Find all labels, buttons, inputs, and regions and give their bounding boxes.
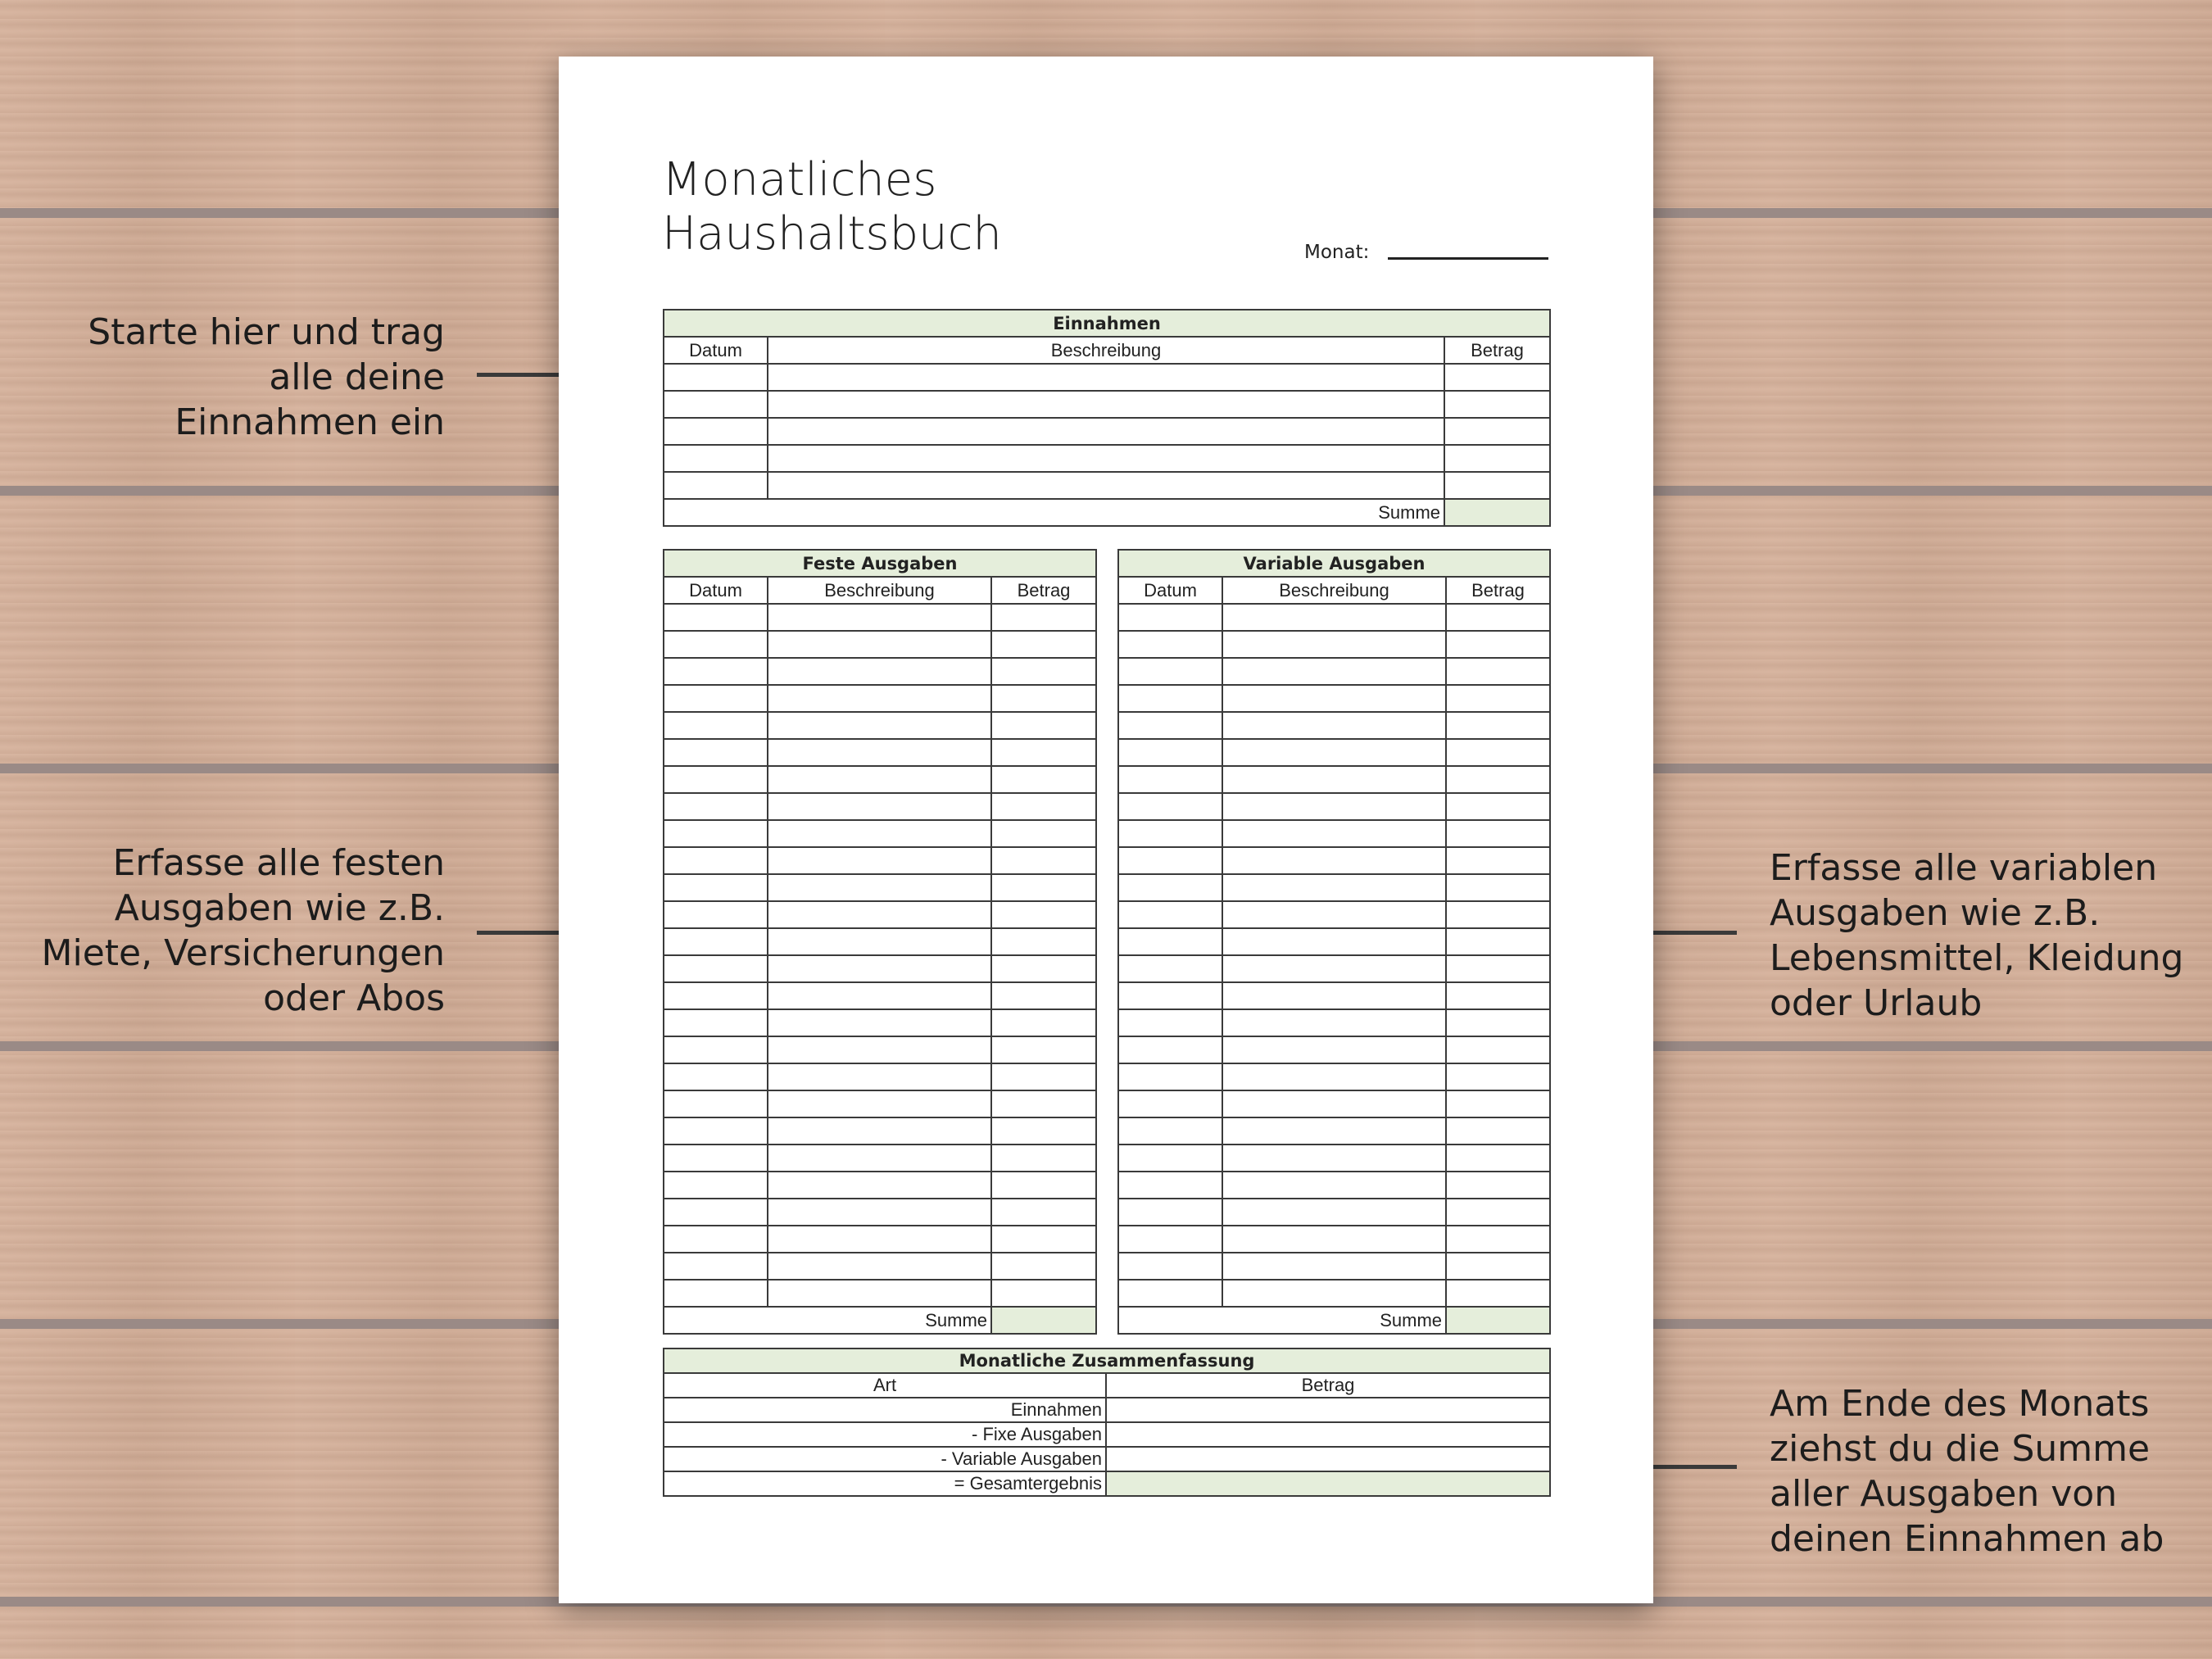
- table-row: [1118, 1145, 1550, 1172]
- date-cell[interactable]: [664, 1226, 768, 1253]
- table-row: [1118, 766, 1550, 793]
- description-cell[interactable]: [1222, 1145, 1446, 1172]
- variable-expenses-table: [1117, 549, 1551, 1335]
- date-cell[interactable]: [1118, 847, 1222, 874]
- description-cell[interactable]: [768, 1226, 991, 1253]
- amount-cell[interactable]: [991, 928, 1096, 955]
- sum-row: [1118, 1307, 1550, 1334]
- date-cell[interactable]: [1118, 1226, 1222, 1253]
- amount-cell[interactable]: [1446, 955, 1550, 982]
- amount-cell[interactable]: [1446, 793, 1550, 820]
- table-row: [664, 1199, 1096, 1226]
- amount-cell[interactable]: [1446, 1226, 1550, 1253]
- table-row: [664, 982, 1096, 1009]
- description-cell[interactable]: [1222, 1090, 1446, 1117]
- date-cell[interactable]: [1118, 1063, 1222, 1090]
- description-cell[interactable]: [1222, 1117, 1446, 1145]
- description-cell[interactable]: [768, 391, 1444, 418]
- date-cell[interactable]: [1118, 1280, 1222, 1307]
- table-row: [664, 928, 1096, 955]
- date-cell[interactable]: [664, 928, 768, 955]
- table-row: [664, 1253, 1096, 1280]
- table-row: [664, 391, 1550, 418]
- table-row: [664, 1036, 1096, 1063]
- table-row: [1118, 820, 1550, 847]
- col-header-description: Beschreibung: [768, 337, 1444, 364]
- description-cell[interactable]: [1222, 793, 1446, 820]
- sum-value-cell[interactable]: [1444, 499, 1550, 526]
- description-cell[interactable]: [768, 1090, 991, 1117]
- description-cell[interactable]: [768, 445, 1444, 472]
- table-row: [1118, 1009, 1550, 1036]
- description-cell[interactable]: [768, 685, 991, 712]
- table-row: [1118, 1226, 1550, 1253]
- table-row: [664, 1172, 1096, 1199]
- table-row: [664, 1009, 1096, 1036]
- description-cell[interactable]: [768, 928, 991, 955]
- amount-cell[interactable]: [1444, 364, 1550, 391]
- date-cell[interactable]: [664, 793, 768, 820]
- amount-cell[interactable]: [991, 1063, 1096, 1090]
- sum-label: Summe: [664, 1307, 991, 1334]
- fixed-expenses-table: [663, 549, 1097, 1335]
- date-cell[interactable]: [664, 472, 768, 499]
- table-row: [1118, 658, 1550, 685]
- description-cell[interactable]: [768, 766, 991, 793]
- date-cell[interactable]: [664, 604, 768, 631]
- date-cell[interactable]: [664, 901, 768, 928]
- description-cell[interactable]: [1222, 847, 1446, 874]
- date-cell[interactable]: [664, 1036, 768, 1063]
- amount-cell[interactable]: [1446, 658, 1550, 685]
- amount-cell[interactable]: [1446, 1036, 1550, 1063]
- date-cell[interactable]: [1118, 1145, 1222, 1172]
- col-header-type: Art: [664, 1373, 1106, 1398]
- fixed-table-title: Feste Ausgaben: [664, 550, 1096, 577]
- amount-cell[interactable]: [1446, 820, 1550, 847]
- amount-cell[interactable]: [1446, 901, 1550, 928]
- annotation-fixed-expenses: Erfasse alle festen Ausgaben wie z.B. Miete, Versicherungen oder Abos: [41, 842, 445, 1019]
- description-cell[interactable]: [768, 604, 991, 631]
- table-row: [1118, 1172, 1550, 1199]
- amount-cell[interactable]: [1446, 1090, 1550, 1117]
- date-cell[interactable]: [1118, 685, 1222, 712]
- date-cell[interactable]: [1118, 901, 1222, 928]
- amount-cell[interactable]: [991, 793, 1096, 820]
- table-row: [1118, 685, 1550, 712]
- amount-cell[interactable]: [991, 820, 1096, 847]
- amount-cell[interactable]: [1446, 847, 1550, 874]
- date-cell[interactable]: [664, 1063, 768, 1090]
- amount-cell[interactable]: [991, 685, 1096, 712]
- amount-cell[interactable]: [991, 658, 1096, 685]
- date-cell[interactable]: [664, 712, 768, 739]
- table-row: [1118, 982, 1550, 1009]
- amount-cell[interactable]: [1446, 712, 1550, 739]
- description-cell[interactable]: [1222, 982, 1446, 1009]
- date-cell[interactable]: [1118, 928, 1222, 955]
- table-row: [1118, 847, 1550, 874]
- description-cell[interactable]: [768, 955, 991, 982]
- income-table-title: Einnahmen: [664, 310, 1550, 337]
- summary-row-fixed: [664, 1422, 1550, 1447]
- amount-cell[interactable]: [1446, 874, 1550, 901]
- month-input-line[interactable]: [1388, 257, 1548, 260]
- amount-cell[interactable]: [1446, 1063, 1550, 1090]
- table-row: [664, 847, 1096, 874]
- amount-cell[interactable]: [1446, 739, 1550, 766]
- amount-cell[interactable]: [991, 955, 1096, 982]
- sum-label: Summe: [1118, 1307, 1446, 1334]
- date-cell[interactable]: [664, 631, 768, 658]
- date-cell[interactable]: [664, 739, 768, 766]
- amount-cell[interactable]: [1444, 418, 1550, 445]
- col-header-amount: Betrag: [1446, 577, 1550, 604]
- description-cell[interactable]: [1222, 685, 1446, 712]
- description-cell[interactable]: [768, 820, 991, 847]
- description-cell[interactable]: [768, 874, 991, 901]
- amount-cell[interactable]: [991, 631, 1096, 658]
- summary-value-income[interactable]: [1106, 1398, 1550, 1422]
- table-row: [1118, 712, 1550, 739]
- amount-cell[interactable]: [1446, 1009, 1550, 1036]
- table-row: [1118, 928, 1550, 955]
- amount-cell[interactable]: [1446, 1172, 1550, 1199]
- description-cell[interactable]: [1222, 820, 1446, 847]
- table-row: [664, 445, 1550, 472]
- table-row: [664, 631, 1096, 658]
- budget-sheet: [559, 57, 1653, 1603]
- col-header-amount: Betrag: [1106, 1373, 1550, 1398]
- table-row: [664, 874, 1096, 901]
- amount-cell[interactable]: [1444, 472, 1550, 499]
- description-cell[interactable]: [768, 1280, 991, 1307]
- description-cell[interactable]: [768, 1009, 991, 1036]
- description-cell[interactable]: [1222, 604, 1446, 631]
- amount-cell[interactable]: [991, 1280, 1096, 1307]
- description-cell[interactable]: [1222, 928, 1446, 955]
- description-cell[interactable]: [768, 793, 991, 820]
- description-cell[interactable]: [1222, 1253, 1446, 1280]
- table-row: [1118, 1199, 1550, 1226]
- table-row: [1118, 955, 1550, 982]
- description-cell[interactable]: [1222, 1036, 1446, 1063]
- description-cell[interactable]: [768, 1172, 991, 1199]
- amount-cell[interactable]: [991, 874, 1096, 901]
- date-cell[interactable]: [1118, 631, 1222, 658]
- summary-value-variable[interactable]: [1106, 1447, 1550, 1471]
- table-row: [1118, 1280, 1550, 1307]
- amount-cell[interactable]: [1446, 928, 1550, 955]
- date-cell[interactable]: [1118, 712, 1222, 739]
- amount-cell[interactable]: [991, 1199, 1096, 1226]
- table-row: [1118, 1117, 1550, 1145]
- table-row: [1118, 1063, 1550, 1090]
- date-cell[interactable]: [664, 445, 768, 472]
- date-cell[interactable]: [664, 391, 768, 418]
- table-row: [1118, 1090, 1550, 1117]
- description-cell[interactable]: [768, 739, 991, 766]
- description-cell[interactable]: [1222, 1009, 1446, 1036]
- date-cell[interactable]: [664, 1090, 768, 1117]
- description-cell[interactable]: [768, 658, 991, 685]
- amount-cell[interactable]: [991, 1253, 1096, 1280]
- description-cell[interactable]: [768, 901, 991, 928]
- table-row: [664, 955, 1096, 982]
- col-header-amount: Betrag: [991, 577, 1096, 604]
- date-cell[interactable]: [1118, 766, 1222, 793]
- amount-cell[interactable]: [1444, 445, 1550, 472]
- description-cell[interactable]: [768, 1063, 991, 1090]
- table-row: [1118, 631, 1550, 658]
- description-cell[interactable]: [1222, 901, 1446, 928]
- summary-label-variable: - Variable Ausgaben: [664, 1447, 1106, 1471]
- amount-cell[interactable]: [1444, 391, 1550, 418]
- table-row: [664, 418, 1550, 445]
- amount-cell[interactable]: [991, 1009, 1096, 1036]
- table-row: [664, 658, 1096, 685]
- date-cell[interactable]: [664, 1117, 768, 1145]
- amount-cell[interactable]: [991, 982, 1096, 1009]
- date-cell[interactable]: [1118, 1199, 1222, 1226]
- amount-cell[interactable]: [1446, 604, 1550, 631]
- description-cell[interactable]: [768, 847, 991, 874]
- table-row: [664, 364, 1550, 391]
- sum-row: [664, 1307, 1096, 1334]
- amount-cell[interactable]: [991, 1226, 1096, 1253]
- table-row: [664, 685, 1096, 712]
- table-row: [1118, 874, 1550, 901]
- amount-cell[interactable]: [1446, 685, 1550, 712]
- description-cell[interactable]: [768, 1199, 991, 1226]
- description-cell[interactable]: [768, 982, 991, 1009]
- date-cell[interactable]: [664, 418, 768, 445]
- sum-label: Summe: [664, 499, 1444, 526]
- table-row: [664, 901, 1096, 928]
- date-cell[interactable]: [1118, 1009, 1222, 1036]
- col-header-date: Datum: [664, 337, 768, 364]
- date-cell[interactable]: [664, 847, 768, 874]
- amount-cell[interactable]: [991, 1090, 1096, 1117]
- table-row: [664, 1145, 1096, 1172]
- date-cell[interactable]: [664, 685, 768, 712]
- table-row: [664, 712, 1096, 739]
- col-header-date: Datum: [1118, 577, 1222, 604]
- variable-table-title: Variable Ausgaben: [1118, 550, 1550, 577]
- date-cell[interactable]: [664, 1145, 768, 1172]
- description-cell[interactable]: [768, 418, 1444, 445]
- description-cell[interactable]: [1222, 631, 1446, 658]
- table-row: [664, 472, 1550, 499]
- date-cell[interactable]: [1118, 1090, 1222, 1117]
- summary-value-total[interactable]: [1106, 1471, 1550, 1496]
- date-cell[interactable]: [1118, 658, 1222, 685]
- sum-value-cell[interactable]: [991, 1307, 1096, 1334]
- description-cell[interactable]: [1222, 658, 1446, 685]
- amount-cell[interactable]: [991, 712, 1096, 739]
- date-cell[interactable]: [1118, 1172, 1222, 1199]
- date-cell[interactable]: [664, 1172, 768, 1199]
- date-cell[interactable]: [664, 1199, 768, 1226]
- summary-table-title: Monatliche Zusammenfassung: [664, 1349, 1550, 1373]
- description-cell[interactable]: [1222, 1172, 1446, 1199]
- summary-row-income: [664, 1398, 1550, 1422]
- income-table: [663, 309, 1551, 527]
- annotation-summary: Am Ende des Monats ziehst du die Summe aller Ausgaben von deinen Einnahmen ab: [1770, 1383, 2164, 1560]
- description-cell[interactable]: [1222, 1063, 1446, 1090]
- date-cell[interactable]: [1118, 1117, 1222, 1145]
- date-cell[interactable]: [1118, 874, 1222, 901]
- sum-value-cell[interactable]: [1446, 1307, 1550, 1334]
- col-header-date: Datum: [664, 577, 768, 604]
- amount-cell[interactable]: [991, 1036, 1096, 1063]
- date-cell[interactable]: [664, 364, 768, 391]
- summary-label-fixed: - Fixe Ausgaben: [664, 1422, 1106, 1447]
- table-row: [664, 793, 1096, 820]
- amount-cell[interactable]: [1446, 1253, 1550, 1280]
- date-cell[interactable]: [664, 658, 768, 685]
- amount-cell[interactable]: [1446, 1280, 1550, 1307]
- table-row: [664, 1090, 1096, 1117]
- date-cell[interactable]: [1118, 1253, 1222, 1280]
- summary-row-total: [664, 1471, 1550, 1496]
- date-cell[interactable]: [1118, 982, 1222, 1009]
- date-cell[interactable]: [664, 1280, 768, 1307]
- col-header-description: Beschreibung: [768, 577, 991, 604]
- amount-cell[interactable]: [991, 1172, 1096, 1199]
- amount-cell[interactable]: [991, 1117, 1096, 1145]
- description-cell[interactable]: [1222, 739, 1446, 766]
- table-row: [664, 1063, 1096, 1090]
- summary-value-fixed[interactable]: [1106, 1422, 1550, 1447]
- amount-cell[interactable]: [991, 604, 1096, 631]
- description-cell[interactable]: [768, 1036, 991, 1063]
- description-cell[interactable]: [768, 1117, 991, 1145]
- table-row: [1118, 1036, 1550, 1063]
- amount-cell[interactable]: [991, 766, 1096, 793]
- description-cell[interactable]: [1222, 712, 1446, 739]
- date-cell[interactable]: [664, 1009, 768, 1036]
- amount-cell[interactable]: [1446, 631, 1550, 658]
- table-row: [1118, 1253, 1550, 1280]
- amount-cell[interactable]: [991, 1145, 1096, 1172]
- table-row: [664, 820, 1096, 847]
- amount-cell[interactable]: [1446, 1199, 1550, 1226]
- date-cell[interactable]: [664, 820, 768, 847]
- page-title: Monatliches Haushaltsbuch: [662, 153, 1002, 261]
- date-cell[interactable]: [664, 982, 768, 1009]
- description-cell[interactable]: [1222, 874, 1446, 901]
- annotation-income: Starte hier und trag alle deine Einnahmen ein: [88, 311, 445, 443]
- description-cell[interactable]: [1222, 1226, 1446, 1253]
- amount-cell[interactable]: [1446, 982, 1550, 1009]
- summary-table: [663, 1348, 1551, 1497]
- description-cell[interactable]: [768, 631, 991, 658]
- amount-cell[interactable]: [1446, 1117, 1550, 1145]
- date-cell[interactable]: [1118, 739, 1222, 766]
- table-row: [664, 1117, 1096, 1145]
- summary-label-total: = Gesamtergebnis: [664, 1471, 1106, 1496]
- description-cell[interactable]: [1222, 1199, 1446, 1226]
- description-cell[interactable]: [1222, 955, 1446, 982]
- col-header-amount: Betrag: [1444, 337, 1550, 364]
- sum-row: [664, 499, 1550, 526]
- table-row: [664, 1280, 1096, 1307]
- summary-label-income: Einnahmen: [664, 1398, 1106, 1422]
- description-cell[interactable]: [768, 364, 1444, 391]
- date-cell[interactable]: [1118, 820, 1222, 847]
- table-row: [1118, 604, 1550, 631]
- date-cell[interactable]: [1118, 1036, 1222, 1063]
- description-cell[interactable]: [1222, 1280, 1446, 1307]
- description-cell[interactable]: [768, 1145, 991, 1172]
- month-label: Monat:: [1304, 242, 1370, 263]
- date-cell[interactable]: [1118, 604, 1222, 631]
- table-row: [664, 766, 1096, 793]
- description-cell[interactable]: [768, 472, 1444, 499]
- table-row: [664, 604, 1096, 631]
- amount-cell[interactable]: [991, 901, 1096, 928]
- date-cell[interactable]: [664, 955, 768, 982]
- annotation-variable-expenses: Erfasse alle variablen Ausgaben wie z.B. Lebensmittel, Kleidung oder Urlaub: [1770, 847, 2184, 1024]
- amount-cell[interactable]: [991, 847, 1096, 874]
- date-cell[interactable]: [1118, 955, 1222, 982]
- date-cell[interactable]: [664, 874, 768, 901]
- amount-cell[interactable]: [1446, 766, 1550, 793]
- summary-row-variable: [664, 1447, 1550, 1471]
- table-row: [664, 739, 1096, 766]
- date-cell[interactable]: [664, 1253, 768, 1280]
- date-cell[interactable]: [664, 766, 768, 793]
- description-cell[interactable]: [768, 1253, 991, 1280]
- amount-cell[interactable]: [1446, 1145, 1550, 1172]
- amount-cell[interactable]: [991, 739, 1096, 766]
- table-row: [1118, 739, 1550, 766]
- table-row: [1118, 901, 1550, 928]
- description-cell[interactable]: [768, 712, 991, 739]
- table-row: [664, 1226, 1096, 1253]
- col-header-description: Beschreibung: [1222, 577, 1446, 604]
- description-cell[interactable]: [1222, 766, 1446, 793]
- table-row: [1118, 793, 1550, 820]
- date-cell[interactable]: [1118, 793, 1222, 820]
